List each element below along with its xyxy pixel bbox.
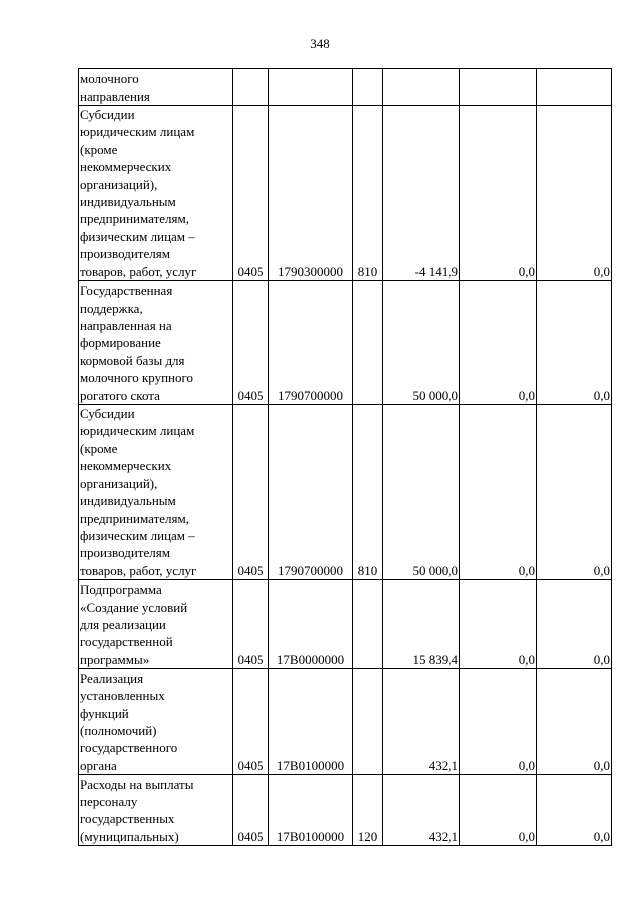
target-article-cell: [269, 69, 353, 106]
table-row: [79, 405, 612, 580]
amount-2-cell: [460, 69, 537, 106]
amount-2-cell: 0,0: [460, 281, 537, 405]
expense-name-cell: Субсидии юридическим лицам (кроме некоммерческих организаций), индивидуальным предпринимателям, физическим лицам – производителям товаров, работ, услуг: [79, 405, 233, 580]
amount-1-cell: [383, 69, 460, 106]
section-code-cell: 0405: [233, 775, 269, 846]
expense-name-cell: Субсидии юридическим лицам (кроме некоммерческих организаций), индивидуальным предпринимателям, физическим лицам – производителям товаров, работ, услуг: [79, 106, 233, 281]
expense-type-cell: 120: [353, 775, 383, 846]
section-code-cell: 0405: [233, 405, 269, 580]
expense-name-cell: Подпрограмма «Создание условий для реализации государственной программы»: [79, 580, 233, 669]
target-article-cell: 1790300000: [269, 106, 353, 281]
section-code-cell: 0405: [233, 281, 269, 405]
expense-type-cell: [353, 281, 383, 405]
budget-table: [78, 68, 612, 846]
table-row: [79, 106, 612, 281]
amount-3-cell: 0,0: [537, 106, 612, 281]
amount-3-cell: [537, 69, 612, 106]
amount-1-cell: 15 839,4: [383, 580, 460, 669]
target-article-cell: 1790700000: [269, 405, 353, 580]
amount-1-cell: 432,1: [383, 669, 460, 775]
amount-2-cell: 0,0: [460, 580, 537, 669]
expense-type-cell: [353, 69, 383, 106]
amount-1-cell: 432,1: [383, 775, 460, 846]
amount-3-cell: 0,0: [537, 580, 612, 669]
table-row: [79, 281, 612, 405]
expense-name-cell: молочного направления: [79, 69, 233, 106]
section-code-cell: [233, 69, 269, 106]
table-row: [79, 775, 612, 846]
amount-2-cell: 0,0: [460, 106, 537, 281]
table-row: [79, 69, 612, 106]
expense-name-cell: Государственная поддержка, направленная на формирование кормовой базы для молочного крупного рогатого скота: [79, 281, 233, 405]
expense-type-cell: [353, 669, 383, 775]
page-number: 348: [310, 36, 330, 51]
amount-2-cell: 0,0: [460, 669, 537, 775]
amount-1-cell: 50 000,0: [383, 405, 460, 580]
target-article-cell: 17В0100000: [269, 669, 353, 775]
section-code-cell: 0405: [233, 580, 269, 669]
amount-3-cell: 0,0: [537, 775, 612, 846]
table-row: [79, 669, 612, 775]
expense-type-cell: 810: [353, 106, 383, 281]
target-article-cell: 17В0000000: [269, 580, 353, 669]
expense-name-cell: Расходы на выплаты персоналу государственных (муниципальных): [79, 775, 233, 846]
amount-1-cell: -4 141,9: [383, 106, 460, 281]
target-article-cell: 17В0100000: [269, 775, 353, 846]
amount-3-cell: 0,0: [537, 669, 612, 775]
expense-name-cell: Реализация установленных функций (полномочий) государственного органа: [79, 669, 233, 775]
section-code-cell: 0405: [233, 106, 269, 281]
expense-type-cell: [353, 580, 383, 669]
table-row: [79, 580, 612, 669]
amount-2-cell: 0,0: [460, 405, 537, 580]
amount-1-cell: 50 000,0: [383, 281, 460, 405]
expense-type-cell: 810: [353, 405, 383, 580]
target-article-cell: 1790700000: [269, 281, 353, 405]
section-code-cell: 0405: [233, 669, 269, 775]
amount-3-cell: 0,0: [537, 281, 612, 405]
amount-3-cell: 0,0: [537, 405, 612, 580]
amount-2-cell: 0,0: [460, 775, 537, 846]
